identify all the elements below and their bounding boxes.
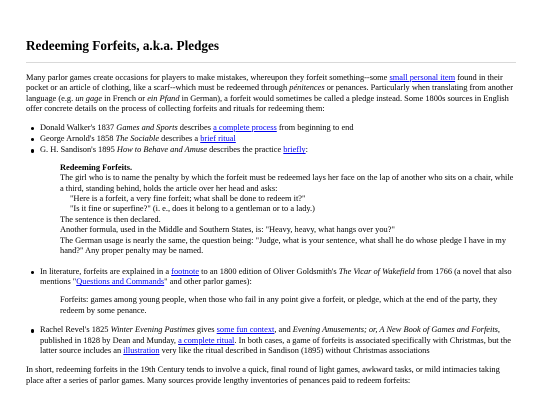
literature-text: to an 1800 edition of Oliver Goldsmith's	[199, 266, 339, 276]
small-personal-item-link[interactable]: small personal item	[389, 73, 456, 82]
list-item	[40, 325, 516, 356]
sources-list	[26, 123, 516, 357]
revel-text: very like the ritual described in Sandison (1895) without Christmas associations	[159, 345, 430, 355]
source-text: G. H. Sandison's 1895	[40, 145, 117, 155]
sandison-blockquote	[60, 163, 516, 257]
quote-heading: Redeeming Forfeits.	[60, 162, 133, 172]
intro-term-ein-pfand: ein Pfand	[147, 93, 180, 103]
quote-line: Another formula, used in the Middle and Southern States, is: "Heavy, heavy, what hangs over you?"	[60, 225, 395, 235]
source-text: George Arnold's 1858	[40, 134, 116, 144]
revel-text: , and	[274, 325, 293, 335]
quote-line: The German usage is nearly the same, the question being: "Judge, what is your sentence, what shall he do whose pledge I have in my hand?" Any proper penalty may be named.	[60, 235, 507, 256]
title-divider	[26, 62, 516, 63]
questions-and-commands-link[interactable]: Questions and Commands	[76, 276, 165, 286]
intro-paragraph	[26, 73, 516, 115]
summary-paragraph: In short, redeeming forfeits in the 19th Century tends to involve a quick, final round of light games, awkward tasks, or mild intimacies taking place after a series of parlor games. Many sources provide lengthy inventories of penances paid to redeem forfeits:	[26, 365, 500, 385]
source-text: describes a	[159, 134, 201, 144]
briefly-link[interactable]: briefly	[283, 145, 306, 155]
intro-text-4: in French or	[102, 93, 148, 103]
book-title: The Vicar of Wakefield	[338, 266, 415, 276]
intro-term-un-gage: un gage	[75, 93, 103, 103]
quote-line: "Is it fine or superfine?" (i. e., does it belong to a gentleman or to a lady.)	[70, 204, 315, 214]
fun-context-link[interactable]: some fun context	[216, 325, 275, 335]
complete-ritual-link[interactable]: a complete ritual	[178, 335, 235, 345]
intro-term-penitences: pénitences	[289, 83, 325, 93]
literature-text: In literature, forfeits are explained in a	[40, 266, 172, 276]
intro-text-1: Many parlor games create occasions for players to make mistakes, whereupon they forfeit something--some	[26, 73, 390, 82]
intro-text-2: found in their pocket or an article of clothing, like a scarf--which must be redeemed through	[26, 73, 503, 93]
list-item	[40, 145, 516, 256]
goldsmith-blockquote: Forfeits: games among young people, when those who fail in any point give a forfeit, or pledge, which at the end of the party, they redeem by some penance.	[60, 295, 498, 315]
list-item	[40, 123, 516, 133]
book-title: How to Behave and Amuse	[116, 145, 207, 155]
source-text: describes the practice	[206, 145, 284, 155]
quote-line: The sentence is then declared.	[60, 214, 161, 224]
source-text: Donald Walker's 1837	[40, 122, 117, 132]
book-title: Games and Sports	[116, 122, 178, 132]
brief-ritual-link[interactable]: brief ritual	[200, 134, 236, 144]
book-title: Evening Amusements; or, A New Book of Games and Forfeits	[292, 325, 498, 335]
book-title: Winter Evening Pastimes	[110, 325, 195, 335]
revel-text: . In both cases, a game of forfeits is associated specifically with Christmas, but the latter source includes an	[40, 335, 511, 355]
literature-text: " and other parlor games):	[164, 276, 252, 286]
illustration-link[interactable]: illustration	[123, 345, 160, 355]
intro-text-3: or penances. Particularly when translating from another language (e.g.	[26, 83, 513, 103]
source-text: describes	[177, 122, 214, 132]
source-text: from beginning to end	[276, 122, 354, 132]
page-title: Redeeming Forfeits, a.k.a. Pledges	[26, 38, 220, 53]
complete-process-link[interactable]: a complete process	[213, 122, 277, 132]
book-title: The Sociable	[115, 134, 160, 144]
quote-line: The girl who is to name the penalty by which the forfeit must be redeemed lays her face on the lap of another who sits on a chair, while a third, standing behind, holds the article over her head and asks:	[60, 173, 514, 193]
footnote-link[interactable]: footnote	[171, 266, 200, 276]
list-item	[40, 267, 516, 317]
intro-text-5: in German), a forfeit would sometimes be called a pledge instead. Some 1800s sources in English offer concrete details on the process of collecting forfeits and rituals for redeeming them:	[26, 93, 509, 114]
revel-text: Rachel Revel's 1825	[40, 325, 111, 335]
source-text: :	[305, 145, 308, 155]
literature-text: from 1766 (a novel that also mentions "	[40, 266, 512, 286]
quote-line: "Here is a forfeit, a very fine forfeit; what shall be done to redeem it?"	[70, 194, 306, 204]
revel-text: , published in 1828 by Dean and Munday,	[40, 325, 500, 345]
revel-text: gives	[194, 325, 217, 335]
list-item	[40, 134, 516, 144]
